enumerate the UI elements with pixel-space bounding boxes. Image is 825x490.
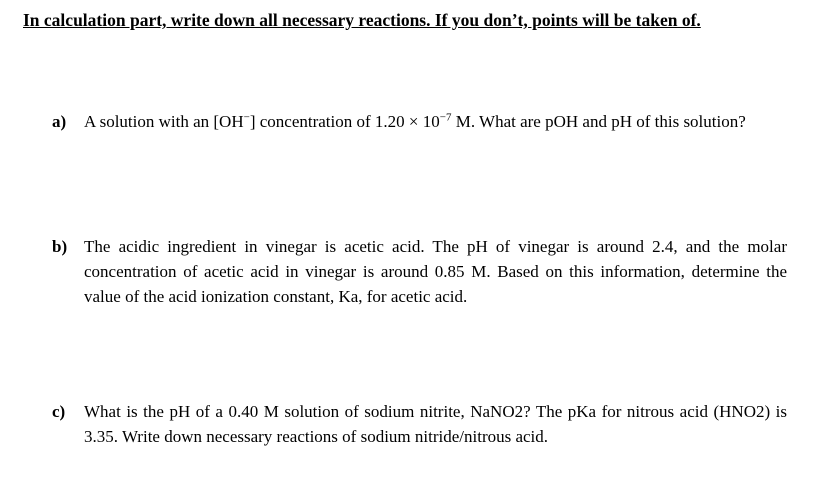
question-text: What is the pH of a 0.40 M solution of sodium nitrite, NaNO2? The pKa for nitrous acid (HNO2) is 3.35. Write down necessary reactions of sodium nitride/nitrous acid.	[84, 402, 787, 446]
question-text: The acidic ingredient in vinegar is acetic acid. The pH of vinegar is around 2.4, and the molar concentration of acetic acid in vinegar is around 0.85 M. Based on this information, determine the value of the acid ionization constant, Ka, for acetic acid.	[84, 237, 787, 306]
question-text-part: A solution with an [OH	[84, 112, 244, 131]
question-b	[52, 234, 787, 309]
question-label: a)	[52, 112, 67, 131]
question-c	[52, 399, 787, 449]
question-text	[84, 109, 787, 134]
instruction-heading: In calculation part, write down all necessary reactions. If you don’t, points will be taken of.	[23, 10, 701, 30]
question-a	[52, 109, 787, 134]
exponent: −7	[439, 111, 452, 124]
question-text-part: ] concentration of 1.20 × 10	[249, 112, 440, 131]
hydroxide-charge: −	[243, 111, 250, 124]
question-label: b)	[52, 237, 68, 256]
question-text-part: M. What are pOH and pH of this solution?	[451, 112, 746, 131]
question-label: c)	[52, 402, 66, 421]
